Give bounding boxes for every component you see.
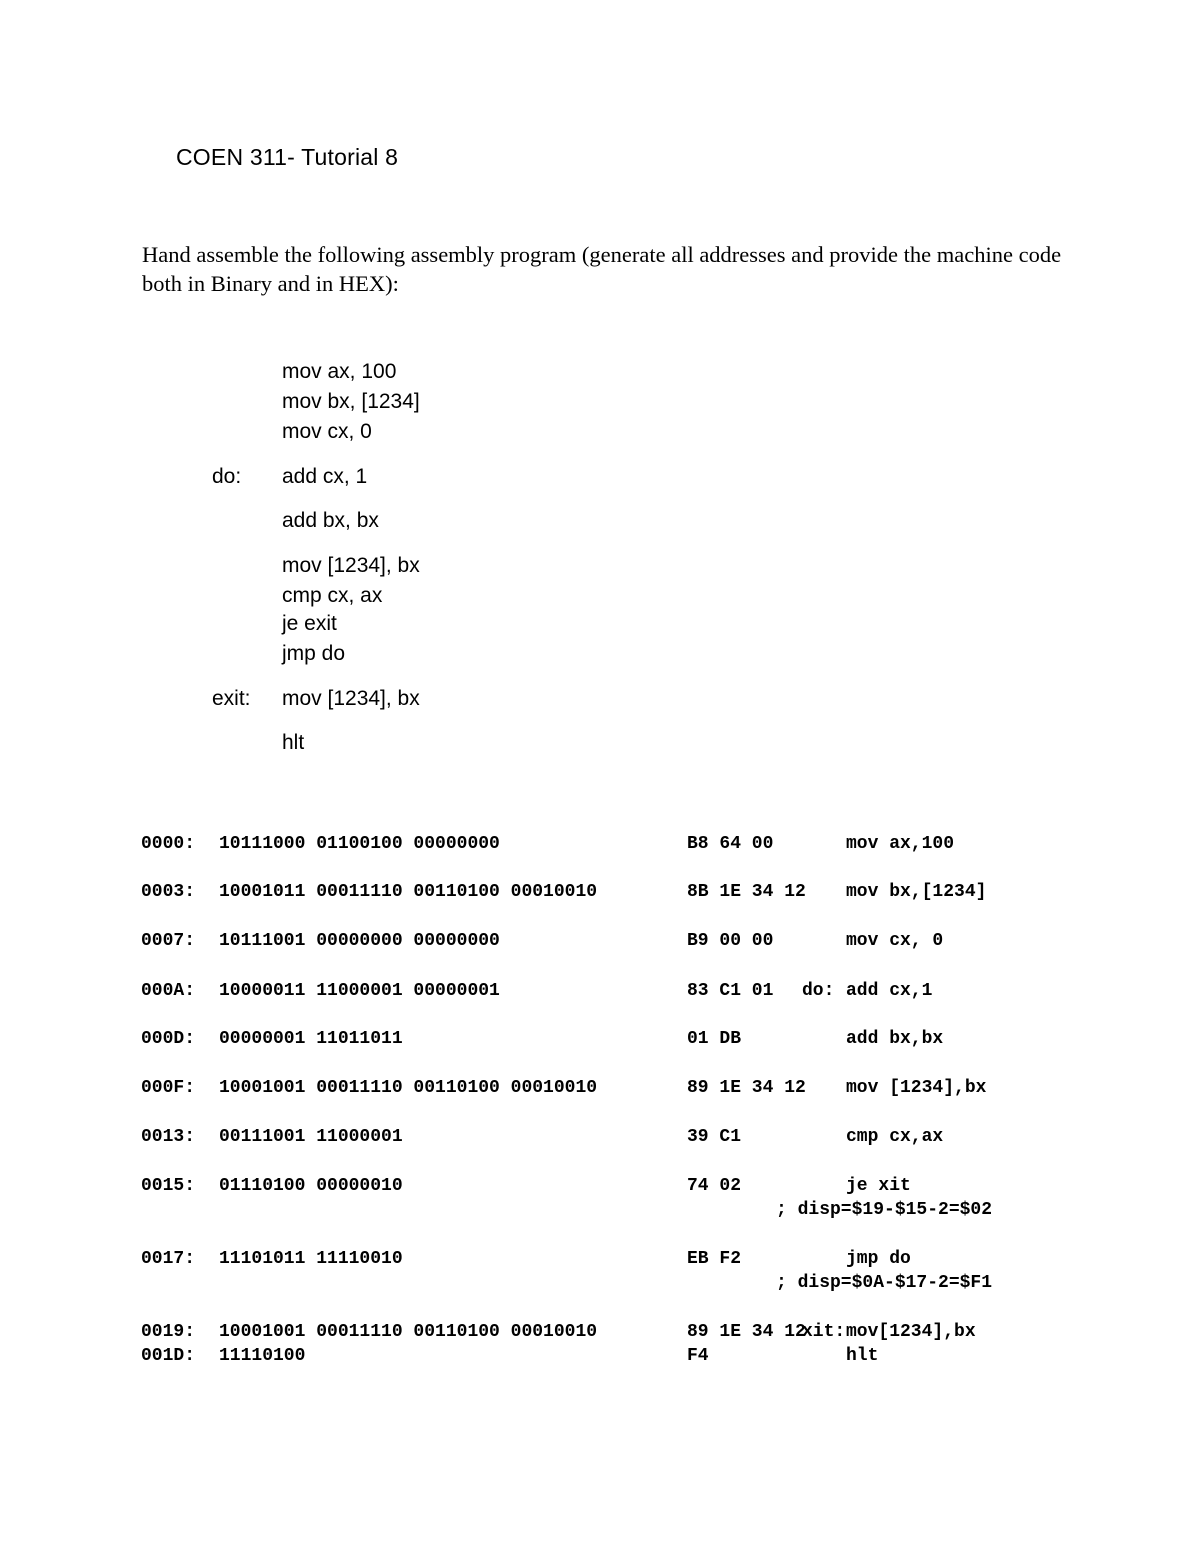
listing-binary: 10001001 00011110 00110100 00010010 bbox=[219, 1322, 598, 1342]
listing-binary: 01110100 00000010 bbox=[219, 1176, 403, 1196]
listing-binary: 10111000 01100100 00000000 bbox=[219, 834, 500, 854]
listing-binary: 00111001 11000001 bbox=[219, 1127, 403, 1147]
page-title: COEN 311- Tutorial 8 bbox=[176, 144, 399, 170]
program-label: exit: bbox=[212, 687, 251, 710]
listing-row bbox=[141, 1029, 944, 1051]
listing-row bbox=[141, 981, 933, 1003]
listing-row bbox=[141, 1249, 911, 1271]
listing-comment: ; disp=$0A-$17-2=$F1 bbox=[776, 1273, 993, 1293]
program-line: mov cx, 0 bbox=[282, 420, 372, 443]
listing-asm: jmp do bbox=[846, 1249, 911, 1269]
listing-hex: F4 bbox=[687, 1346, 709, 1366]
listing-asm: mov ax,100 bbox=[846, 834, 955, 854]
listing-row bbox=[141, 1176, 911, 1198]
listing-asm: mov bx,[1234] bbox=[846, 882, 987, 902]
listing-row bbox=[141, 882, 987, 904]
listing-hex: 39 C1 bbox=[687, 1127, 742, 1147]
program-line: mov [1234], bx bbox=[282, 687, 420, 710]
listing-binary: 10001001 00011110 00110100 00010010 bbox=[219, 1078, 598, 1098]
listing-hex: 89 1E 34 12 bbox=[687, 1078, 806, 1098]
instructions-paragraph: Hand assemble the following assembly program (generate all addresses and provide the machine code both in Binary and in HEX): bbox=[142, 242, 1062, 296]
listing-asm: mov[1234],bx bbox=[846, 1322, 976, 1342]
program-line: hlt bbox=[282, 731, 305, 754]
listing-address: 0000: bbox=[141, 834, 196, 854]
listing-hex: EB F2 bbox=[687, 1249, 742, 1269]
listing-address: 000A: bbox=[141, 981, 196, 1001]
program-line: je exit bbox=[282, 612, 337, 635]
listing-address: 0017: bbox=[141, 1249, 196, 1269]
listing-asm: mov [1234],bx bbox=[846, 1078, 987, 1098]
listing-asm: mov cx, 0 bbox=[846, 931, 944, 951]
listing-address: 000D: bbox=[141, 1029, 196, 1049]
listing-row bbox=[141, 834, 955, 856]
listing-hex: 89 1E 34 12 bbox=[687, 1322, 806, 1342]
program-line: add cx, 1 bbox=[282, 465, 368, 488]
listing-hex: 83 C1 01 bbox=[687, 981, 774, 1001]
listing-binary: 10111001 00000000 00000000 bbox=[219, 931, 500, 951]
listing-asm: hlt bbox=[846, 1346, 879, 1366]
listing-label: xit: bbox=[802, 1322, 846, 1342]
listing-label: do: bbox=[802, 981, 835, 1001]
listing-comment: ; disp=$19-$15-2=$02 bbox=[776, 1200, 993, 1220]
listing-address: 0013: bbox=[141, 1127, 196, 1147]
listing-hex: 74 02 bbox=[687, 1176, 742, 1196]
listing-hex: 8B 1E 34 12 bbox=[687, 882, 806, 902]
listing-address: 0007: bbox=[141, 931, 196, 951]
listing-binary: 10001011 00011110 00110100 00010010 bbox=[219, 882, 598, 902]
listing-row bbox=[141, 931, 944, 953]
listing-row bbox=[141, 1078, 987, 1100]
program-line: mov [1234], bx bbox=[282, 554, 420, 577]
program-line: mov ax, 100 bbox=[282, 360, 397, 383]
listing-asm: cmp cx,ax bbox=[846, 1127, 944, 1147]
program-line: cmp cx, ax bbox=[282, 584, 383, 607]
listing-address: 000F: bbox=[141, 1078, 196, 1098]
listing-row bbox=[141, 1127, 944, 1149]
program-label: do: bbox=[212, 465, 242, 488]
listing-asm: add cx,1 bbox=[846, 981, 933, 1001]
listing-hex: B9 00 00 bbox=[687, 931, 774, 951]
listing-hex: 01 DB bbox=[687, 1029, 742, 1049]
listing-binary: 11110100 bbox=[219, 1346, 306, 1366]
listing-asm: add bx,bx bbox=[846, 1029, 944, 1049]
listing-address: 0015: bbox=[141, 1176, 196, 1196]
listing-binary: 11101011 11110010 bbox=[219, 1249, 403, 1269]
program-line: jmp do bbox=[282, 642, 346, 665]
listing-address: 0003: bbox=[141, 882, 196, 902]
listing-row bbox=[141, 1346, 879, 1368]
program-line: mov bx, [1234] bbox=[282, 390, 420, 413]
program-line: add bx, bx bbox=[282, 509, 379, 532]
listing-asm: je xit bbox=[846, 1176, 911, 1196]
listing-hex: B8 64 00 bbox=[687, 834, 774, 854]
listing-address: 001D: bbox=[141, 1346, 196, 1366]
listing-row bbox=[141, 1322, 976, 1344]
listing-binary: 00000001 11011011 bbox=[219, 1029, 403, 1049]
listing-binary: 10000011 11000001 00000001 bbox=[219, 981, 500, 1001]
listing-address: 0019: bbox=[141, 1322, 196, 1342]
